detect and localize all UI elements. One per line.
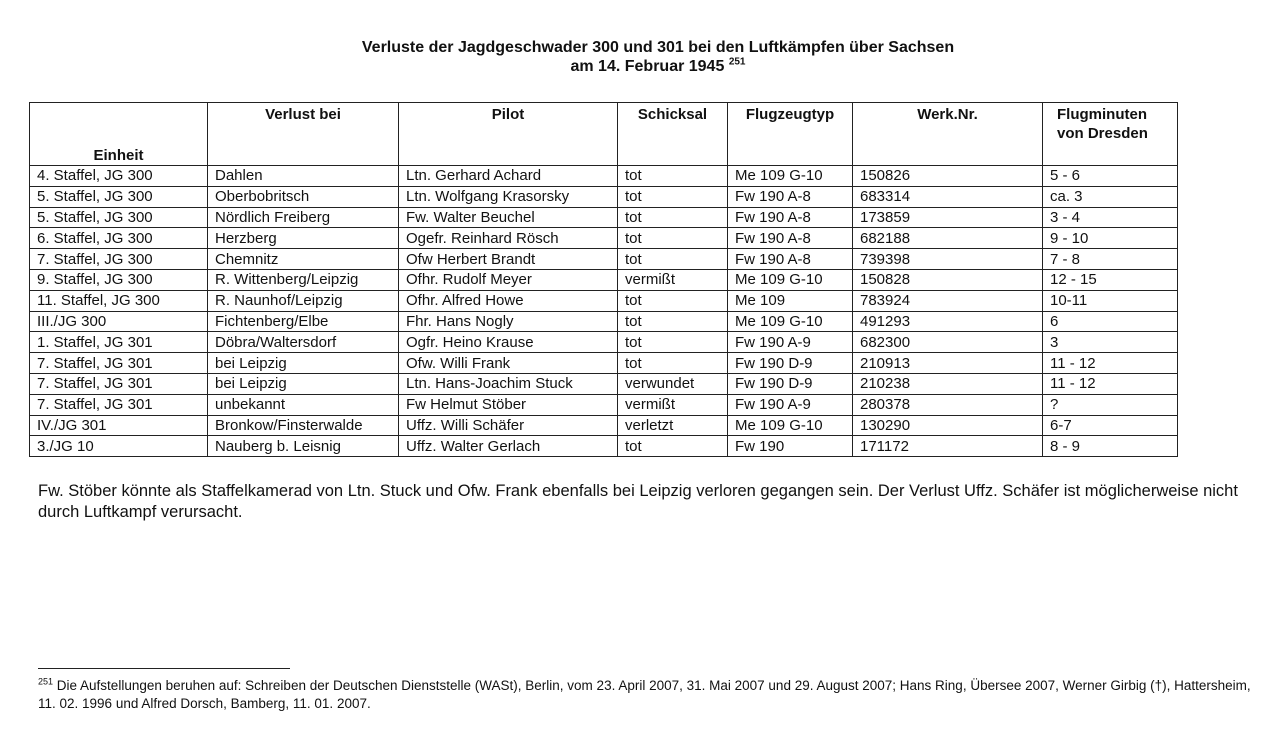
cell-werknr: 739398	[853, 249, 1043, 270]
cell-verlust-bei: Nauberg b. Leisnig	[208, 436, 399, 457]
cell-flugzeugtyp: Me 109 G-10	[728, 269, 853, 290]
table-row	[30, 166, 1178, 187]
cell-schicksal: tot	[618, 290, 728, 311]
cell-verlust-bei: Nördlich Freiberg	[208, 207, 399, 228]
cell-pilot: Uffz. Willi Schäfer	[399, 415, 618, 436]
cell-pilot: Fw Helmut Stöber	[399, 394, 618, 415]
cell-werknr: 210238	[853, 373, 1043, 394]
table-row	[30, 269, 1178, 290]
cell-schicksal: tot	[618, 436, 728, 457]
cell-verlust-bei: bei Leipzig	[208, 373, 399, 394]
cell-schicksal: tot	[618, 332, 728, 353]
cell-werknr: 682300	[853, 332, 1043, 353]
cell-pilot: Uffz. Walter Gerlach	[399, 436, 618, 457]
table-row	[30, 290, 1178, 311]
cell-flugminuten: 10-11	[1043, 290, 1178, 311]
header-flugzeugtyp: Flugzeugtyp	[728, 103, 853, 166]
cell-verlust-bei: Dahlen	[208, 166, 399, 187]
cell-pilot: Ogfr. Heino Krause	[399, 332, 618, 353]
cell-werknr: 682188	[853, 228, 1043, 249]
footnote	[38, 677, 1258, 713]
cell-schicksal: tot	[618, 249, 728, 270]
cell-pilot: Ofw Herbert Brandt	[399, 249, 618, 270]
cell-flugminuten: 3	[1043, 332, 1178, 353]
cell-einheit: 9. Staffel, JG 300	[30, 269, 208, 290]
header-flugminuten: Flugminuten von Dresden	[1043, 103, 1178, 166]
header-schicksal: Schicksal	[618, 103, 728, 166]
cell-flugzeugtyp: Fw 190 A-8	[728, 207, 853, 228]
cell-flugzeugtyp: Me 109 G-10	[728, 415, 853, 436]
cell-einheit: 5. Staffel, JG 300	[30, 207, 208, 228]
header-verlust-bei: Verlust bei	[208, 103, 399, 166]
cell-werknr: 150828	[853, 269, 1043, 290]
cell-verlust-bei: unbekannt	[208, 394, 399, 415]
title-footnote-ref: 251	[728, 56, 746, 68]
table-row	[30, 207, 1178, 228]
cell-pilot: Ofhr. Rudolf Meyer	[399, 269, 618, 290]
title-line-1: Verluste der Jagdgeschwader 300 und 301 bei den Luftkämpfen über Sachsen	[361, 39, 955, 56]
cell-flugzeugtyp: Me 109	[728, 290, 853, 311]
cell-verlust-bei: bei Leipzig	[208, 353, 399, 374]
cell-werknr: 783924	[853, 290, 1043, 311]
footnote-divider	[38, 668, 290, 669]
cell-pilot: Ltn. Gerhard Achard	[399, 166, 618, 187]
cell-flugzeugtyp: Me 109 G-10	[728, 166, 853, 187]
cell-einheit: 7. Staffel, JG 301	[30, 353, 208, 374]
cell-werknr: 210913	[853, 353, 1043, 374]
title-line-2: am 14. Februar 1945 $^{251}$	[570, 56, 746, 75]
table-row	[30, 394, 1178, 415]
cell-flugminuten: 11 - 12	[1043, 373, 1178, 394]
table-row	[30, 249, 1178, 270]
cell-schicksal: tot	[618, 166, 728, 187]
cell-flugzeugtyp: Fw 190	[728, 436, 853, 457]
cell-verlust-bei: Herzberg	[208, 228, 399, 249]
cell-pilot: Ogefr. Reinhard Rösch	[399, 228, 618, 249]
table-row	[30, 228, 1178, 249]
page-title	[0, 38, 1280, 76]
header-einheit: Einheit	[30, 103, 208, 166]
cell-einheit: IV./JG 301	[30, 415, 208, 436]
cell-einheit: 7. Staffel, JG 300	[30, 249, 208, 270]
table-row	[30, 332, 1178, 353]
footnote-text: Die Aufstellungen beruhen auf: Schreiben der Deutschen Dienststelle (WASt), Berlin, vom 23. April 2007, 31. Mai 2007 und 29. August 2007; Hans Ring, Übersee 2007, Werner Girbig (†), Hattersheim, 11. 02. 1996 und Alfred Dorsch, Bamberg, 11. 01. 2007.	[38, 678, 1251, 711]
cell-einheit: III./JG 300	[30, 311, 208, 332]
cell-schicksal: tot	[618, 353, 728, 374]
table-row	[30, 373, 1178, 394]
header-pilot: Pilot	[399, 103, 618, 166]
cell-flugminuten: 12 - 15	[1043, 269, 1178, 290]
cell-flugminuten: ?	[1043, 394, 1178, 415]
cell-pilot: Ltn. Hans-Joachim Stuck	[399, 373, 618, 394]
table-row	[30, 436, 1178, 457]
cell-flugminuten: 7 - 8	[1043, 249, 1178, 270]
cell-flugzeugtyp: Fw 190 A-9	[728, 332, 853, 353]
table-body	[30, 166, 1178, 457]
cell-werknr: 130290	[853, 415, 1043, 436]
cell-verlust-bei: Chemnitz	[208, 249, 399, 270]
cell-verlust-bei: Döbra/Waltersdorf	[208, 332, 399, 353]
cell-flugminuten: 9 - 10	[1043, 228, 1178, 249]
cell-einheit: 11. Staffel, JG 300	[30, 290, 208, 311]
cell-einheit: 1. Staffel, JG 301	[30, 332, 208, 353]
cell-flugminuten: 5 - 6	[1043, 166, 1178, 187]
cell-flugzeugtyp: Fw 190 A-8	[728, 186, 853, 207]
cell-flugminuten: 8 - 9	[1043, 436, 1178, 457]
table-row	[30, 353, 1178, 374]
table-row	[30, 186, 1178, 207]
cell-werknr: 280378	[853, 394, 1043, 415]
cell-verlust-bei: Fichtenberg/Elbe	[208, 311, 399, 332]
cell-werknr: 171172	[853, 436, 1043, 457]
footnote-number: 251	[38, 676, 54, 687]
cell-einheit: 5. Staffel, JG 300	[30, 186, 208, 207]
cell-flugzeugtyp: Fw 190 D-9	[728, 373, 853, 394]
cell-flugzeugtyp: Fw 190 A-9	[728, 394, 853, 415]
cell-werknr: 173859	[853, 207, 1043, 228]
cell-einheit: 7. Staffel, JG 301	[30, 373, 208, 394]
cell-pilot: Ofw. Willi Frank	[399, 353, 618, 374]
table-row	[30, 415, 1178, 436]
cell-pilot: Ofhr. Alfred Howe	[399, 290, 618, 311]
cell-schicksal: tot	[618, 207, 728, 228]
cell-schicksal: tot	[618, 228, 728, 249]
cell-flugminuten: 3 - 4	[1043, 207, 1178, 228]
cell-flugzeugtyp: Me 109 G-10	[728, 311, 853, 332]
cell-schicksal: tot	[618, 311, 728, 332]
cell-pilot: Fw. Walter Beuchel	[399, 207, 618, 228]
cell-flugminuten: ca. 3	[1043, 186, 1178, 207]
cell-schicksal: verletzt	[618, 415, 728, 436]
cell-flugminuten: 6-7	[1043, 415, 1178, 436]
cell-verlust-bei: R. Naunhof/Leipzig	[208, 290, 399, 311]
cell-flugzeugtyp: Fw 190 D-9	[728, 353, 853, 374]
cell-werknr: 683314	[853, 186, 1043, 207]
cell-einheit: 4. Staffel, JG 300	[30, 166, 208, 187]
cell-flugzeugtyp: Fw 190 A-8	[728, 249, 853, 270]
cell-einheit: 3./JG 10	[30, 436, 208, 457]
cell-verlust-bei: R. Wittenberg/Leipzig	[208, 269, 399, 290]
cell-einheit: 6. Staffel, JG 300	[30, 228, 208, 249]
cell-verlust-bei: Oberbobritsch	[208, 186, 399, 207]
cell-verlust-bei: Bronkow/Finsterwalde	[208, 415, 399, 436]
cell-werknr: 491293	[853, 311, 1043, 332]
cell-schicksal: verwundet	[618, 373, 728, 394]
losses-table	[29, 102, 1178, 457]
cell-pilot: Ltn. Wolfgang Krasorsky	[399, 186, 618, 207]
cell-pilot: Fhr. Hans Nogly	[399, 311, 618, 332]
cell-flugminuten: 11 - 12	[1043, 353, 1178, 374]
note-paragraph: Fw. Stöber könnte als Staffelkamerad von Ltn. Stuck und Ofw. Frank ebenfalls bei Leipzig verloren gegangen sein. Der Verlust Uffz. Schäfer ist möglicherweise nicht durch Luftkampf verursacht.	[38, 482, 1238, 521]
cell-schicksal: vermißt	[618, 269, 728, 290]
cell-schicksal: vermißt	[618, 394, 728, 415]
cell-flugminuten: 6	[1043, 311, 1178, 332]
table-row	[30, 311, 1178, 332]
table-header-row	[30, 103, 1178, 166]
cell-werknr: 150826	[853, 166, 1043, 187]
cell-schicksal: tot	[618, 186, 728, 207]
header-werknr: Werk.Nr.	[853, 103, 1043, 166]
cell-einheit: 7. Staffel, JG 301	[30, 394, 208, 415]
cell-flugzeugtyp: Fw 190 A-8	[728, 228, 853, 249]
